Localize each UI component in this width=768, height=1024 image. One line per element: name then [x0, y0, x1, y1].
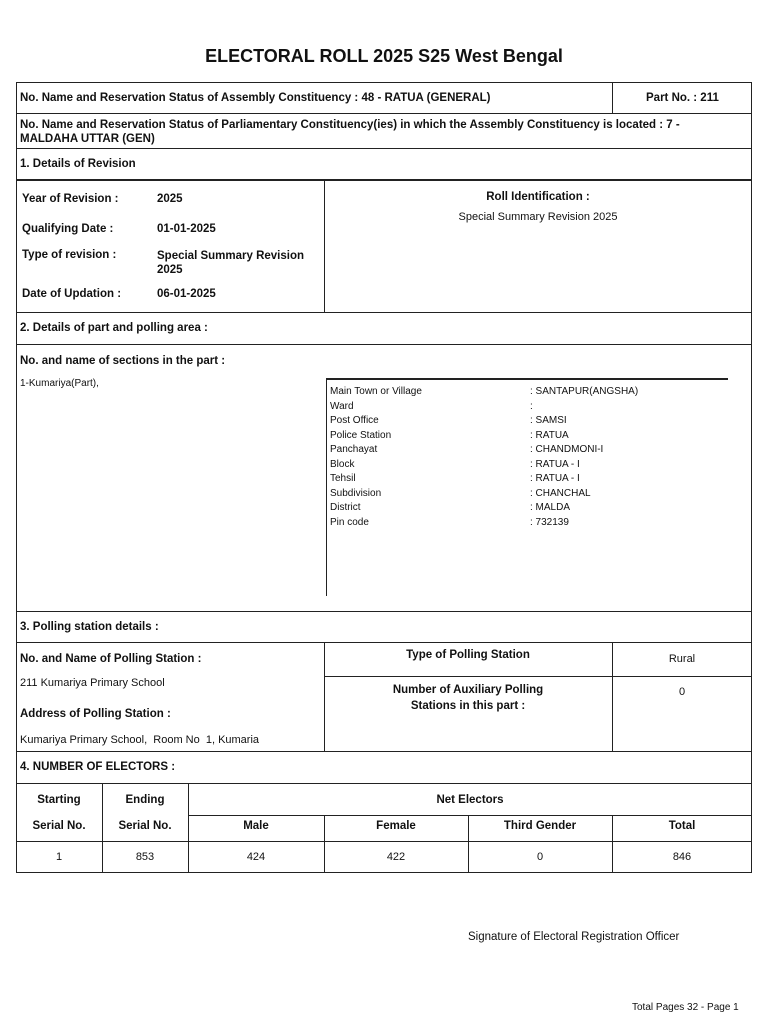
- year-label: Year of Revision :: [22, 193, 119, 205]
- area-detail-value: : RATUA - I: [530, 473, 580, 484]
- divider: [16, 611, 752, 612]
- female-value: 422: [386, 851, 406, 863]
- divider: [16, 751, 752, 752]
- area-detail-key: Ward: [330, 400, 354, 412]
- qualifying-date-label: Qualifying Date :: [22, 223, 114, 235]
- part-number: Part No. : 211: [646, 92, 719, 104]
- male-header: Male: [243, 820, 269, 832]
- auxiliary-stations-value: 0: [678, 686, 686, 698]
- page-footer: Total Pages 32 - Page 1: [632, 1002, 739, 1013]
- area-detail-value: : CHANDMONI-I: [530, 444, 604, 455]
- revision-type-label: Type of revision :: [22, 249, 117, 261]
- area-detail-key: Main Town or Village: [330, 386, 422, 397]
- auxiliary-stations-label: Number of Auxiliary Polling Stations in this part :: [392, 684, 544, 712]
- signature-label: Signature of Electoral Registration Officer: [468, 931, 680, 943]
- divider: [188, 815, 752, 816]
- updation-date-value: 06-01-2025: [157, 288, 216, 300]
- part-heading: 2. Details of part and polling area :: [20, 322, 208, 334]
- divider: [16, 312, 752, 313]
- divider: [16, 179, 752, 181]
- divider: [16, 841, 752, 842]
- area-detail-row: [330, 444, 638, 459]
- area-detail-key: Panchayat: [330, 444, 378, 455]
- area-detail-row: [330, 502, 638, 517]
- polling-station-name-label: No. and Name of Polling Station :: [20, 653, 202, 665]
- area-detail-row: [330, 401, 638, 416]
- area-detail-row: [330, 415, 638, 430]
- area-detail-row: [330, 488, 638, 503]
- area-box-top: [326, 378, 728, 380]
- third-gender-value: 0: [536, 851, 544, 863]
- total-header: Total: [668, 820, 696, 832]
- document-title: ELECTORAL ROLL 2025 S25 West Bengal: [205, 46, 563, 66]
- sections-value: 1-Kumariya(Part),: [20, 378, 99, 389]
- roll-identification-label: Roll Identification :: [486, 191, 590, 203]
- area-detail-key: Tehsil: [330, 473, 356, 484]
- polling-heading: 3. Polling station details :: [20, 621, 159, 633]
- area-detail-value: : RATUA: [530, 429, 569, 441]
- area-detail-value: :: [530, 400, 533, 412]
- ending-serial-header: Ending: [125, 794, 165, 806]
- area-detail-key: Post Office: [330, 415, 379, 426]
- electors-heading: 4. NUMBER OF ELECTORS :: [20, 761, 176, 773]
- area-detail-value: : SAMSI: [530, 415, 567, 426]
- starting-serial-header: Starting: [37, 794, 81, 806]
- polling-station-type-label: Type of Polling Station: [406, 649, 530, 661]
- polling-station-address-label: Address of Polling Station :: [20, 708, 171, 720]
- year-value: 2025: [157, 193, 183, 205]
- female-header: Female: [376, 820, 416, 832]
- divider: [324, 676, 752, 677]
- ending-serial-value: 853: [135, 851, 155, 863]
- area-detail-row: [330, 517, 638, 532]
- revision-type-value: Special Summary Revision 2025: [157, 250, 305, 276]
- male-value: 424: [246, 851, 266, 863]
- area-detail-row: [330, 473, 638, 488]
- area-detail-key: District: [330, 502, 361, 513]
- area-detail-value: : SANTAPUR(ANGSHA): [530, 386, 639, 397]
- starting-serial-header-2: Serial No.: [32, 820, 86, 832]
- area-box-left: [326, 378, 327, 596]
- area-detail-key: Pin code: [330, 516, 369, 528]
- parliamentary-constituency: No. Name and Reservation Status of Parliamentary Constituency(ies) in which the Assembly Constituency is located : 7 - MALDAHA UTTAR (GEN): [20, 119, 680, 145]
- polling-station-name-value: 211 Kumariya Primary School: [20, 677, 165, 689]
- divider: [16, 783, 752, 784]
- sections-label: No. and name of sections in the part :: [20, 355, 226, 367]
- roll-identification-value: Special Summary Revision 2025: [458, 211, 618, 223]
- net-electors-header: Net Electors: [436, 794, 504, 806]
- divider: [16, 344, 752, 345]
- area-detail-row: [330, 459, 638, 474]
- qualifying-date-value: 01-01-2025: [157, 223, 216, 235]
- area-detail-row: [330, 430, 638, 445]
- third-gender-header: Third Gender: [503, 820, 577, 832]
- polling-station-address-value: Kumariya Primary School, Room No 1, Kumaria: [20, 734, 260, 746]
- divider: [16, 113, 752, 114]
- area-detail-value: : 732139: [530, 516, 569, 528]
- area-detail-row: [330, 386, 638, 401]
- area-detail-key: Block: [330, 458, 355, 470]
- area-details-table: [330, 386, 638, 531]
- starting-serial-value: 1: [55, 851, 63, 863]
- total-value: 846: [672, 851, 692, 863]
- area-detail-value: : MALDA: [530, 502, 571, 513]
- updation-date-label: Date of Updation :: [22, 288, 122, 300]
- divider: [16, 148, 752, 149]
- area-detail-key: Police Station: [330, 429, 392, 441]
- revision-heading: 1. Details of Revision: [20, 158, 136, 170]
- area-detail-value: : CHANCHAL: [530, 487, 591, 499]
- area-detail-value: : RATUA - I: [530, 458, 580, 470]
- divider: [612, 82, 613, 113]
- area-detail-key: Subdivision: [330, 487, 382, 499]
- divider: [16, 642, 752, 643]
- ending-serial-header-2: Serial No.: [118, 820, 172, 832]
- polling-station-type-value: Rural: [668, 653, 696, 665]
- assembly-constituency: No. Name and Reservation Status of Assembly Constituency : 48 - RATUA (GENERAL): [20, 92, 491, 104]
